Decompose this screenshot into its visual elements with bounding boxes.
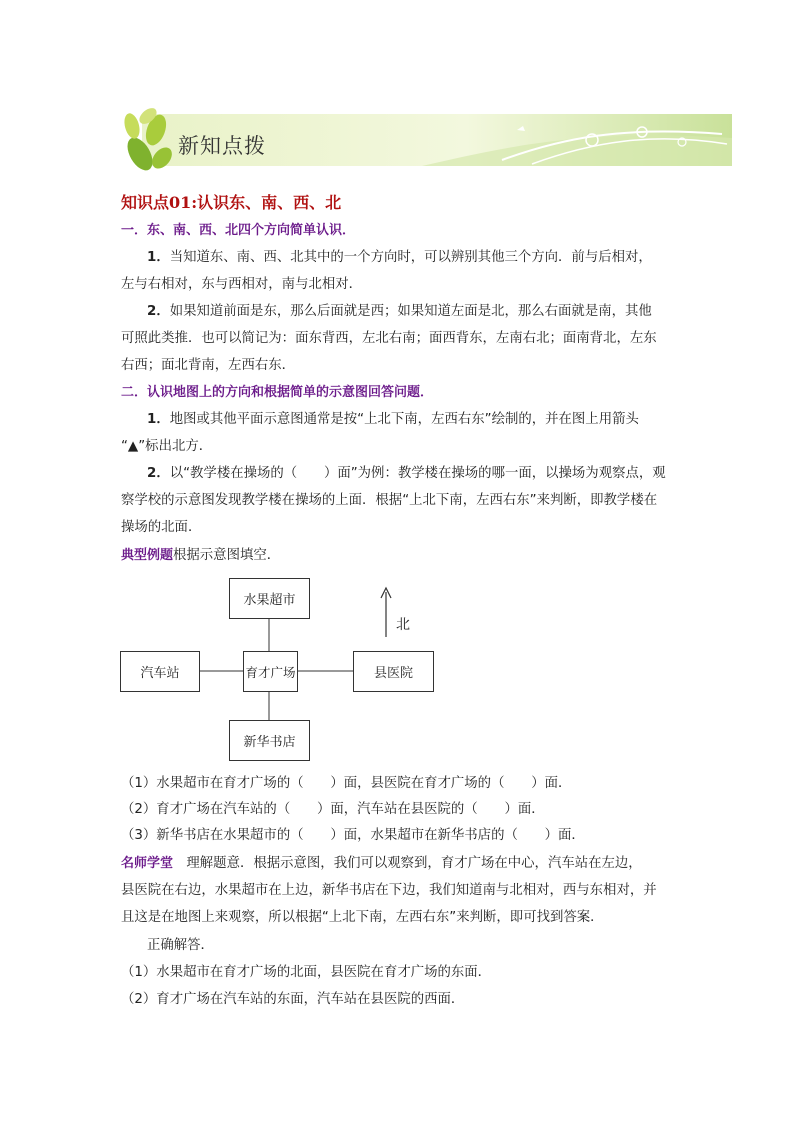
part1-p2-line1: 2．如果知道前面是东，那么后面就是西；如果知道左面是北，那么右面就是南，其他 xyxy=(147,304,652,319)
part1-p2-line2: 可照此类推．也可以简记为：面东背西，左北右南；面西背东，左南右北；面南背北，左东 xyxy=(121,331,657,346)
question-1: （1）水果超市在育才广场的（ ）面，县医院在育才广场的（ ）面． xyxy=(121,776,572,791)
part2-p1-line1: 1．地图或其他平面示意图通常是按“上北下南，左西右东”绘制的，并在图上用箭头 xyxy=(147,412,639,427)
question-2: （2）育才广场在汽车站的（ ）面，汽车站在县医院的（ ）面． xyxy=(121,802,545,817)
part2-p2-line1: 2．以“教学楼在操场的（ ）面”为例：教学楼在操场的哪一面，以操场为观察点，观 xyxy=(147,466,666,481)
analysis-label: 名师学堂 xyxy=(121,856,174,871)
part1-p1-line2: 左与右相对，东与西相对，南与北相对． xyxy=(121,277,363,292)
analysis-line1: 名师学堂 理解题意．根据示意图，我们可以观察到，育才广场在中心，汽车站在左边， xyxy=(121,856,642,871)
part1-heading: 一．东、南、西、北四个方向简单认识． xyxy=(121,223,356,238)
map-box-fruit-market: 水果超市 xyxy=(229,578,310,619)
answer-2: （2）育才广场在汽车站的东面，汽车站在县医院的西面． xyxy=(121,992,465,1007)
part2-heading: 二．认识地图上的方向和根据简单的示意图回答问题． xyxy=(121,385,434,400)
part2-p1-line2: “▲”标出北方． xyxy=(121,439,213,454)
section-title: 知识点01:认识东、南、西、北 xyxy=(121,193,342,212)
question-3: （3）新华书店在水果超市的（ ）面，水果超市在新华书店的（ ）面． xyxy=(121,828,585,843)
banner-title: 新知点拨 xyxy=(178,134,266,158)
answer-intro: 正确解答． xyxy=(147,938,214,953)
part2-p2-line3: 操场的北面． xyxy=(121,520,202,535)
north-label: 北 xyxy=(396,617,410,633)
analysis-line3: 且这是在地图上来观察，所以根据“上北下南，左西右东”来判断，即可找到答案． xyxy=(121,910,604,925)
analysis-line2: 县医院在右边，水果超市在上边，新华书店在下边，我们知道南与北相对，西与东相对，并 xyxy=(121,883,657,898)
example-label: 典型例题 xyxy=(121,548,174,563)
part1-p1-line1: 1．当知道东、南、西、北其中的一个方向时，可以辨别其他三个方向．前与后相对， xyxy=(147,250,652,265)
answer-1: （1）水果超市在育才广场的北面，县医院在育才广场的东面． xyxy=(121,965,492,980)
map-box-center-square: 育才广场 xyxy=(243,651,298,692)
map-box-bookstore: 新华书店 xyxy=(229,720,310,761)
part1-p2-line3: 右西；面北背南，左西右东． xyxy=(121,358,296,373)
map-box-bus-station: 汽车站 xyxy=(120,651,200,692)
example-line: 典型例题根据示意图填空． xyxy=(121,548,281,563)
map-box-hospital: 县医院 xyxy=(353,651,434,692)
part2-p2-line2: 察学校的示意图发现教学楼在操场的上面．根据“上北下南，左西右东”来判断，即教学楼在 xyxy=(121,493,658,508)
